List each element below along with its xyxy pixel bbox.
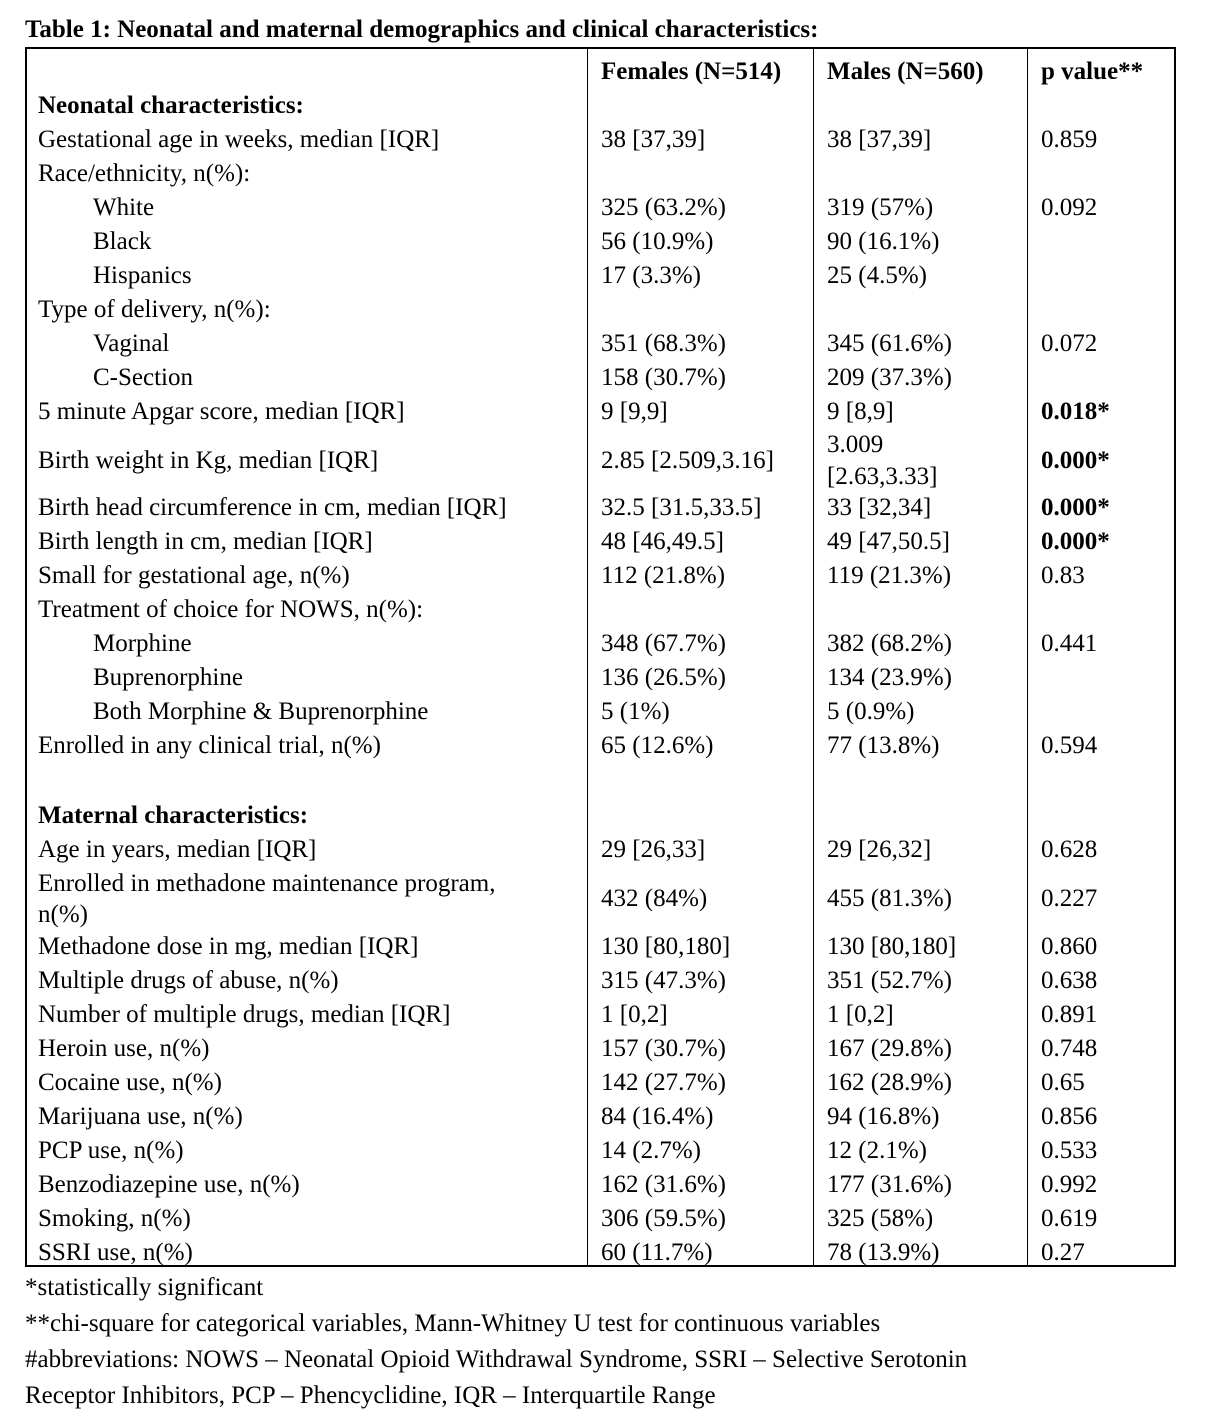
footnote-abbreviations: #abbreviations: NOWS – Neonatal Opioid Withdrawal Syndrome, SSRI – Selective Serotonin bbox=[25, 1346, 968, 1373]
row-label: Age in years, median [IQR] bbox=[38, 836, 317, 863]
males-value: 351 (52.7%) bbox=[827, 967, 952, 994]
p-value: 0.619 bbox=[1041, 1205, 1098, 1232]
males-value: 345 (61.6%) bbox=[827, 330, 952, 357]
females-value: 130 [80,180] bbox=[601, 933, 731, 960]
females-value: 17 (3.3%) bbox=[601, 262, 701, 289]
demographics-table bbox=[25, 47, 1176, 1267]
p-value: 0.594 bbox=[1041, 732, 1098, 759]
males-value: 325 (58%) bbox=[827, 1205, 934, 1232]
p-value: 0.856 bbox=[1041, 1103, 1098, 1130]
p-value: 0.638 bbox=[1041, 967, 1098, 994]
females-value: 32.5 [31.5,33.5] bbox=[601, 494, 762, 521]
row-label: Black bbox=[93, 228, 152, 255]
males-value: 29 [26,32] bbox=[827, 836, 932, 863]
males-value: 78 (13.9%) bbox=[827, 1239, 940, 1266]
females-value: 29 [26,33] bbox=[601, 836, 706, 863]
males-value: 119 (21.3%) bbox=[827, 562, 952, 589]
row-label: Type of delivery, n(%): bbox=[38, 296, 271, 323]
males-value: 49 [47,50.5] bbox=[827, 528, 950, 555]
p-value: 0.83 bbox=[1041, 562, 1085, 589]
males-value: 134 (23.9%) bbox=[827, 664, 952, 691]
p-value: 0.227 bbox=[1041, 885, 1098, 912]
row-label: Birth length in cm, median [IQR] bbox=[38, 528, 373, 555]
females-value: 2.85 [2.509,3.16] bbox=[601, 447, 774, 474]
females-value: 48 [46,49.5] bbox=[601, 528, 724, 555]
females-value: 306 (59.5%) bbox=[601, 1205, 726, 1232]
p-value: 0.748 bbox=[1041, 1035, 1098, 1062]
row-label: Multiple drugs of abuse, n(%) bbox=[38, 967, 339, 994]
males-value: 1 [0,2] bbox=[827, 1001, 894, 1028]
row-label: Marijuana use, n(%) bbox=[38, 1103, 243, 1130]
females-value: 157 (30.7%) bbox=[601, 1035, 726, 1062]
males-value: 25 (4.5%) bbox=[827, 262, 927, 289]
females-value: 136 (26.5%) bbox=[601, 664, 726, 691]
p-value: 0.441 bbox=[1041, 630, 1098, 657]
row-label: Birth head circumference in cm, median [IQR] bbox=[38, 494, 507, 521]
row-label: White bbox=[93, 194, 155, 221]
row-label: Hispanics bbox=[93, 262, 192, 289]
row-label: Benzodiazepine use, n(%) bbox=[38, 1171, 300, 1198]
males-value-line2: [2.63,3.33] bbox=[827, 463, 938, 490]
row-label: Heroin use, n(%) bbox=[38, 1035, 210, 1062]
males-value: 455 (81.3%) bbox=[827, 885, 952, 912]
column-divider bbox=[587, 49, 588, 1265]
females-value: 325 (63.2%) bbox=[601, 194, 726, 221]
males-value: 162 (28.9%) bbox=[827, 1069, 952, 1096]
females-value: 5 (1%) bbox=[601, 698, 670, 725]
p-value: 0.65 bbox=[1041, 1069, 1085, 1096]
p-value: 0.628 bbox=[1041, 836, 1098, 863]
males-value: 177 (31.6%) bbox=[827, 1171, 952, 1198]
males-value: 38 [37,39] bbox=[827, 126, 932, 153]
males-value: 167 (29.8%) bbox=[827, 1035, 952, 1062]
males-value: 130 [80,180] bbox=[827, 933, 957, 960]
males-value: 5 (0.9%) bbox=[827, 698, 915, 725]
row-label: Buprenorphine bbox=[93, 664, 243, 691]
column-divider bbox=[1027, 49, 1028, 1265]
p-value: 0.27 bbox=[1041, 1239, 1085, 1266]
females-value: 56 (10.9%) bbox=[601, 228, 714, 255]
row-label: 5 minute Apgar score, median [IQR] bbox=[38, 398, 405, 425]
column-divider bbox=[813, 49, 814, 1265]
row-label: Methadone dose in mg, median [IQR] bbox=[38, 933, 419, 960]
header-females: Females (N=514) bbox=[601, 58, 782, 85]
males-value: 33 [32,34] bbox=[827, 494, 932, 521]
males-value: 382 (68.2%) bbox=[827, 630, 952, 657]
row-label: Smoking, n(%) bbox=[38, 1205, 191, 1232]
p-value: 0.860 bbox=[1041, 933, 1098, 960]
p-value: 0.992 bbox=[1041, 1171, 1098, 1198]
row-label: Morphine bbox=[93, 630, 192, 657]
row-label-line1: Enrolled in methadone maintenance program, bbox=[38, 870, 496, 897]
p-value-significant: 0.018* bbox=[1041, 398, 1110, 425]
females-value: 84 (16.4%) bbox=[601, 1103, 714, 1130]
row-label: Gestational age in weeks, median [IQR] bbox=[38, 126, 440, 153]
footnote-significance: *statistically significant bbox=[25, 1274, 264, 1301]
row-label: Number of multiple drugs, median [IQR] bbox=[38, 1001, 451, 1028]
row-label: Race/ethnicity, n(%): bbox=[38, 160, 251, 187]
row-label: SSRI use, n(%) bbox=[38, 1239, 193, 1266]
females-value: 65 (12.6%) bbox=[601, 732, 714, 759]
p-value: 0.092 bbox=[1041, 194, 1098, 221]
males-value: 90 (16.1%) bbox=[827, 228, 940, 255]
females-value: 351 (68.3%) bbox=[601, 330, 726, 357]
section-label: Maternal characteristics: bbox=[38, 802, 309, 829]
footnote-tests: **chi-square for categorical variables, Mann-Whitney U test for continuous variables bbox=[25, 1310, 881, 1337]
row-label: Birth weight in Kg, median [IQR] bbox=[38, 447, 379, 474]
section-label: Neonatal characteristics: bbox=[38, 92, 304, 119]
males-value: 9 [8,9] bbox=[827, 398, 894, 425]
row-label: Enrolled in any clinical trial, n(%) bbox=[38, 732, 381, 759]
females-value: 60 (11.7%) bbox=[601, 1239, 713, 1266]
p-value: 0.072 bbox=[1041, 330, 1098, 357]
p-value: 0.859 bbox=[1041, 126, 1098, 153]
females-value: 38 [37,39] bbox=[601, 126, 706, 153]
row-label: Both Morphine & Buprenorphine bbox=[93, 698, 429, 725]
males-value-line1: 3.009 bbox=[827, 431, 884, 458]
females-value: 1 [0,2] bbox=[601, 1001, 668, 1028]
females-value: 162 (31.6%) bbox=[601, 1171, 726, 1198]
females-value: 14 (2.7%) bbox=[601, 1137, 701, 1164]
p-value-significant: 0.000* bbox=[1041, 494, 1110, 521]
footnote-abbreviations-cont: Receptor Inhibitors, PCP – Phencyclidine, IQR – Interquartile Range bbox=[25, 1382, 716, 1409]
row-label-line2: n(%) bbox=[38, 901, 88, 928]
header-p-value: p value** bbox=[1041, 58, 1144, 85]
males-value: 319 (57%) bbox=[827, 194, 934, 221]
females-value: 9 [9,9] bbox=[601, 398, 668, 425]
males-value: 209 (37.3%) bbox=[827, 364, 952, 391]
row-label: PCP use, n(%) bbox=[38, 1137, 184, 1164]
males-value: 12 (2.1%) bbox=[827, 1137, 927, 1164]
p-value-significant: 0.000* bbox=[1041, 528, 1110, 555]
row-label: Small for gestational age, n(%) bbox=[38, 562, 350, 589]
row-label: C-Section bbox=[93, 364, 193, 391]
header-males: Males (N=560) bbox=[827, 58, 984, 85]
females-value: 315 (47.3%) bbox=[601, 967, 726, 994]
table-title: Table 1: Neonatal and maternal demographics and clinical characteristics: bbox=[25, 16, 819, 43]
males-value: 94 (16.8%) bbox=[827, 1103, 940, 1130]
females-value: 142 (27.7%) bbox=[601, 1069, 726, 1096]
females-value: 158 (30.7%) bbox=[601, 364, 726, 391]
row-label: Vaginal bbox=[93, 330, 170, 357]
p-value-significant: 0.000* bbox=[1041, 447, 1110, 474]
females-value: 348 (67.7%) bbox=[601, 630, 726, 657]
females-value: 432 (84%) bbox=[601, 885, 708, 912]
row-label: Treatment of choice for NOWS, n(%): bbox=[38, 596, 424, 623]
males-value: 77 (13.8%) bbox=[827, 732, 940, 759]
females-value: 112 (21.8%) bbox=[601, 562, 726, 589]
row-label: Cocaine use, n(%) bbox=[38, 1069, 222, 1096]
p-value: 0.891 bbox=[1041, 1001, 1098, 1028]
p-value: 0.533 bbox=[1041, 1137, 1098, 1164]
